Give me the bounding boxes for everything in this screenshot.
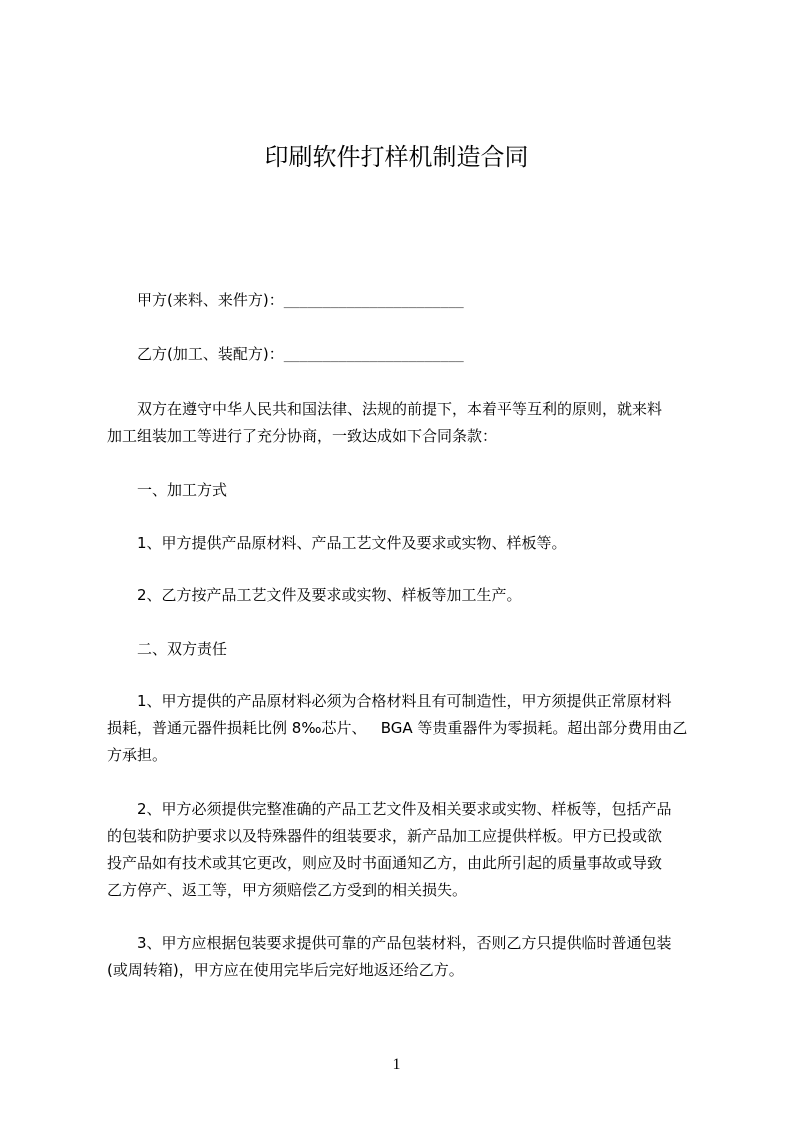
page-title: 印刷软件打样机制造合同: [264, 143, 529, 171]
section-2-para-3-line-2: (或周转箱)，甲方应在使用完毕后完好地返还给乙方。: [107, 961, 464, 979]
section-2-para-2-line-4: 乙方停产、返工等，甲方须赔偿乙方受到的相关损失。: [107, 881, 468, 899]
section-2-para-2-line-2: 的包装和防护要求以及特殊器件的组装要求，新产品加工应提供样板。甲方已投或欲: [107, 827, 663, 845]
party-a-label: 甲方(来料、来件方)：: [137, 291, 284, 309]
section-2-para-1-line-2: 损耗，普通元器件损耗比例 8‰芯片、 BGA 等贵重器件为零损耗。超出部分费用由乙: [107, 719, 688, 737]
party-a-blank: _______________________: [283, 294, 464, 309]
intro-line-2: 加工组装加工等进行了充分协商，一致达成如下合同条款：: [107, 427, 498, 445]
intro-line-1: 双方在遵守中华人民共和国法律、法规的前提下，本着平等互利的原则，就来料: [137, 400, 663, 418]
party-a-line: [137, 290, 464, 312]
party-b-line: [137, 344, 464, 366]
section-2-para-3-line-1: 3、甲方应根据包装要求提供可靠的产品包装材料，否则乙方只提供临时普通包装: [137, 934, 672, 952]
section-2-para-1-line-1: 1、甲方提供的产品原材料必须为合格材料且有可制造性，甲方须提供正常原材料: [137, 692, 672, 710]
section-2-para-2-line-3: 投产品如有技术或其它更改，则应及时书面通知乙方，由此所引起的质量事故或导致: [107, 854, 663, 872]
section-2-heading: 二、双方责任: [137, 640, 228, 658]
section-1-item-1: 1、甲方提供产品原材料、产品工艺文件及要求或实物、样板等。: [137, 534, 567, 552]
party-b-blank: _______________________: [283, 348, 464, 363]
section-1-item-2: 2、乙方按产品工艺文件及要求或实物、样板等加工生产。: [137, 586, 522, 604]
page-number: 1: [392, 1056, 401, 1073]
section-2-para-1-line-3: 方承担。: [107, 746, 168, 764]
party-b-label: 乙方(加工、装配方)：: [137, 345, 284, 363]
section-2-para-2-line-1: 2、甲方必须提供完整准确的产品工艺文件及相关要求或实物、样板等，包括产品: [137, 800, 672, 818]
section-1-heading: 一、加工方式: [137, 481, 228, 499]
